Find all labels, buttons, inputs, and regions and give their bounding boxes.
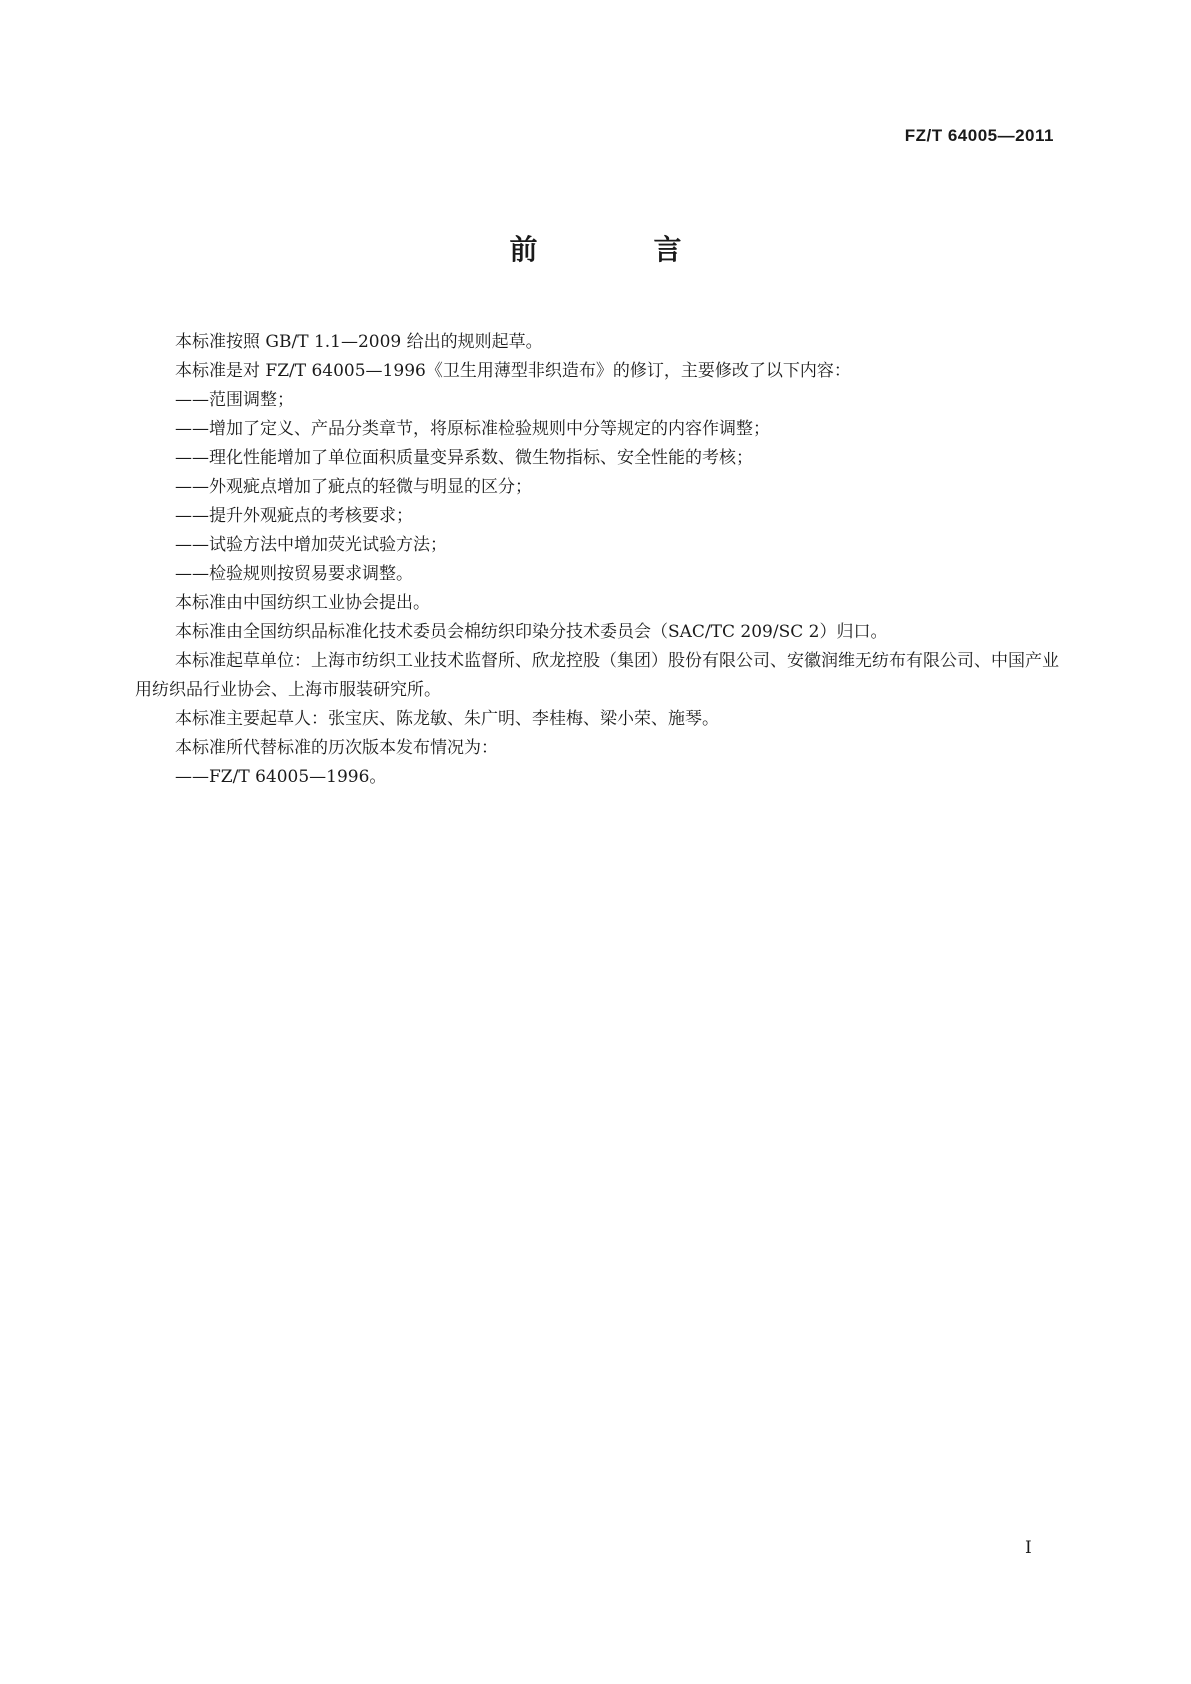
list-item-physical-chemical: ——理化性能增加了单位面积质量变异系数、微生物指标、安全性能的考核； (175, 448, 753, 468)
list-item-defects-requirements: ——提升外观疵点的考核要求； (175, 506, 413, 526)
paragraph-proposer: 本标准由中国纺织工业协会提出。 (175, 593, 430, 613)
list-item-previous-edition: ——FZ/T 64005—1996。 (175, 767, 387, 787)
page-number: I (1025, 1538, 1032, 1558)
list-item-fluorescence-test: ——试验方法中增加荧光试验方法； (175, 535, 447, 555)
paragraph-drafters: 本标准主要起草人：张宝庆、陈龙敏、朱广明、李桂梅、梁小荣、施琴。 (175, 709, 719, 729)
paragraph-drafting-units: 本标准起草单位：上海市纺织工业技术监督所、欣龙控股（集团）股份有限公司、安徽润维无纺布有限公司、中国产业用纺织品行业协会、上海市服装研究所。 (135, 651, 1059, 700)
list-item-scope: ——范围调整； (175, 390, 294, 410)
list-item-definitions: ——增加了定义、产品分类章节，将原标准检验规则中分等规定的内容作调整； (175, 419, 770, 439)
paragraph-2: 本标准是对 FZ/T 64005—1996《卫生用薄型非织造布》的修订，主要修改了以下内容： (175, 361, 851, 381)
paragraph-1: 本标准按照 GB/T 1.1—2009 给出的规则起草。 (175, 332, 543, 352)
list-item-defects-distinction: ——外观疵点增加了疵点的轻微与明显的区分； (175, 477, 532, 497)
foreword-body (135, 328, 1063, 792)
paragraph-centralized: 本标准由全国纺织品标准化技术委员会棉纺织印染分技术委员会（SAC/TC 209/SC 2）归口。 (175, 622, 888, 642)
standard-code: FZ/T 64005—2011 (904, 126, 1054, 145)
paragraph-previous-editions: 本标准所代替标准的历次版本发布情况为： (175, 738, 498, 758)
list-item-inspection-rules: ——检验规则按贸易要求调整。 (175, 564, 413, 584)
page-title: 前 言 (509, 233, 726, 266)
